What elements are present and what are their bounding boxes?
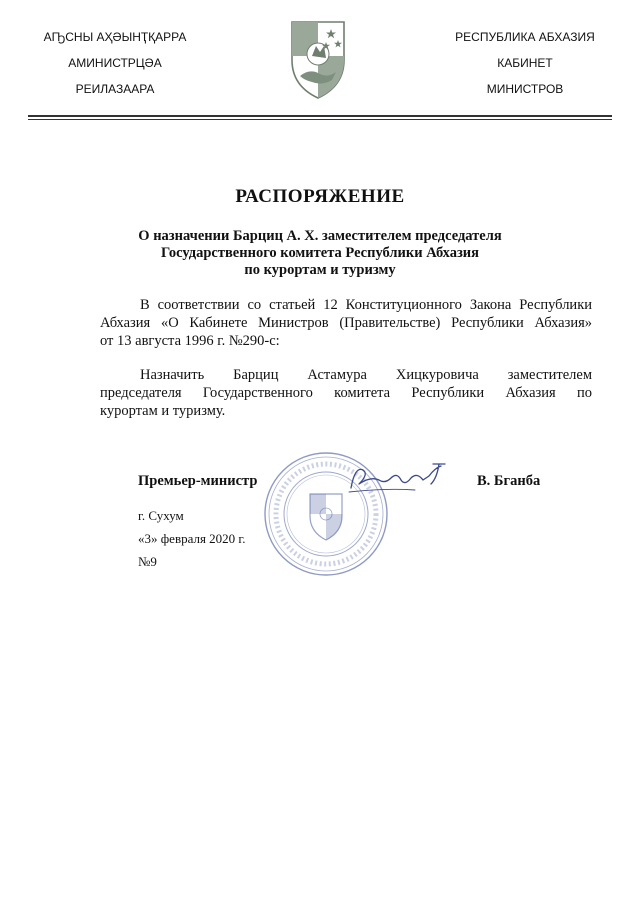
paragraph-legal-basis	[100, 296, 592, 350]
paragraph-line: от 13 августа 1996 г. №290-с:	[100, 333, 280, 349]
paragraph-appointment	[100, 366, 592, 420]
paragraph-line: Абхазия «О Кабинете Министров (Правительстве) Республики Абхазия»	[100, 315, 592, 331]
header-right-line: МИНИСТРОВ	[486, 82, 564, 96]
paragraph-line: В соответствии со статьей 12 Конституционного Закона Республики	[140, 297, 592, 313]
state-emblem-icon	[286, 16, 350, 102]
issue-date: «3» февраля 2020 г.	[138, 531, 246, 546]
document-subject	[100, 228, 540, 279]
paragraph-line: председателя Государственного комитета Республики Абхазия по	[100, 385, 592, 401]
subject-line: Государственного комитета Республики Абхазия	[160, 245, 480, 261]
subject-line: по курортам и туризму	[244, 262, 396, 278]
header-left-ministry-abkhaz	[30, 28, 200, 106]
header-divider-thick	[28, 115, 612, 117]
header-divider-thin	[28, 119, 612, 120]
header-right-line: РЕСПУБЛИКА АБХАЗИЯ	[455, 30, 595, 44]
paragraph-line: курортам и туризму.	[100, 403, 226, 419]
header-left-line: АҦСНЫ АҲӘЫНҬҚАРРА	[43, 30, 187, 44]
document-number: №9	[138, 554, 157, 569]
document-title: РАСПОРЯЖЕНИЕ	[235, 186, 405, 207]
header-left-line: АМИНИСТРЦӘА	[68, 56, 162, 70]
header-right-cabinet-russian	[440, 28, 610, 106]
paragraph-line: Назначить Барциц Астамура Хицкуровича заместителем	[140, 367, 592, 383]
subject-line: О назначении Барциц А. Х. заместителем председателя	[138, 228, 502, 244]
handwritten-signature	[345, 458, 450, 498]
header-right-line: КАБИНЕТ	[497, 56, 553, 70]
issue-city: г. Сухум	[138, 508, 184, 523]
signer-name: В. Бганба	[477, 473, 541, 489]
header-left-line: РЕИЛАЗААРА	[75, 82, 155, 96]
signer-position: Премьер-министр	[138, 473, 258, 489]
